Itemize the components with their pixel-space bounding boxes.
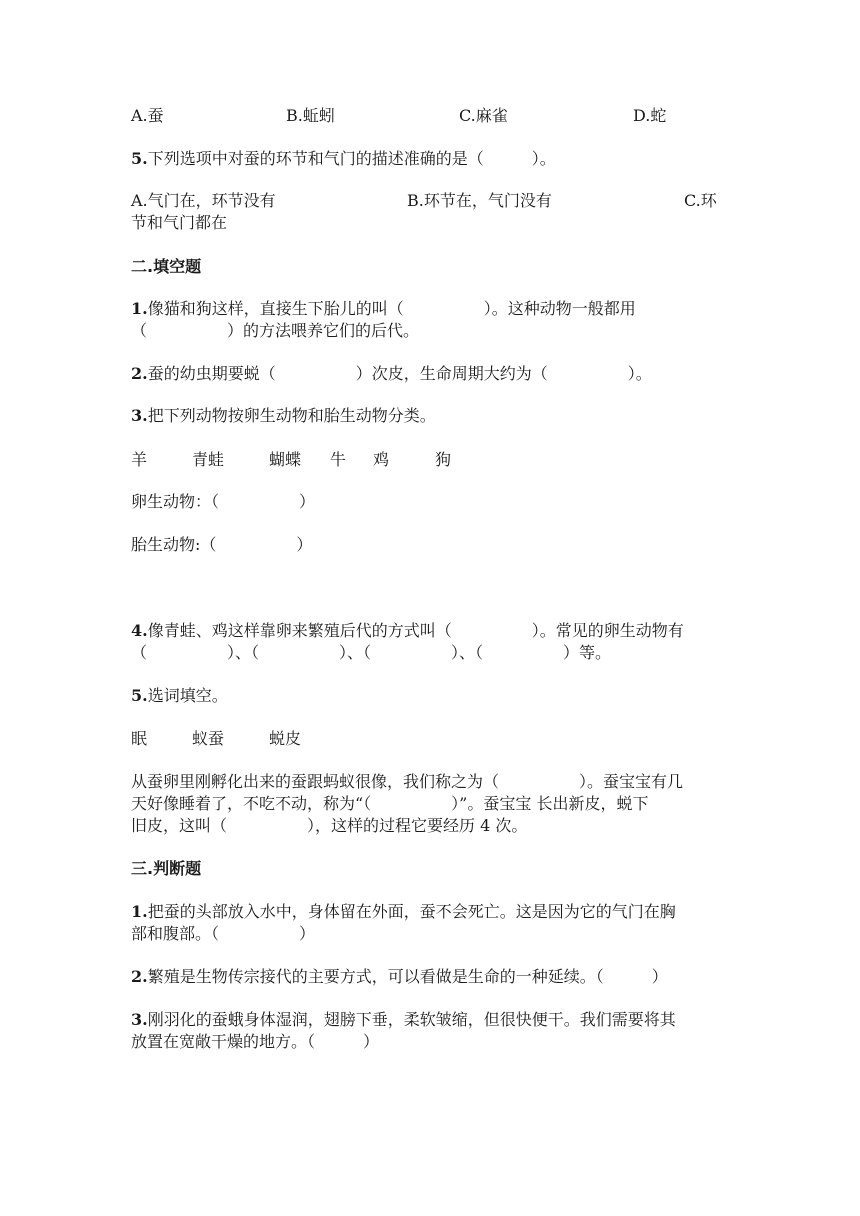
question-text: 把蚕的头部放入水中，身体留在外面，蚕不会死亡。这是因为它的气门在胸: [147, 902, 676, 921]
animal-word: 羊: [131, 450, 148, 469]
section-title: 三.判断题: [131, 859, 202, 878]
question-number: 3.: [131, 1010, 148, 1029]
option-d: D.蛇: [633, 106, 667, 125]
paragraph-line: 天好像睡着了，不吃不动，称为“（ ）”。蚕宝宝 长出新皮，蜕下: [131, 794, 649, 813]
judge-question-1-line2: 部和腹部。（ ）: [131, 924, 316, 943]
option-b: B.环节在，气门没有: [407, 191, 552, 210]
question-number: 4.: [131, 621, 148, 640]
fill-question-5: [131, 685, 228, 707]
fill-question-1-line2: （ ）的方法喂养它们的后代。: [131, 321, 420, 340]
judge-question-3-line2: 放置在宽敞干燥的地方。（ ）: [131, 1032, 380, 1051]
option-a: A.蚕: [131, 106, 164, 125]
fill-question-4: [131, 620, 684, 642]
question-text: 下列选项中对蚕的环节和气门的描述准确的是（ ）。: [147, 149, 556, 168]
judge-question-3: [131, 1009, 676, 1031]
option-a: A.气门在，环节没有: [131, 191, 276, 210]
question-number: 1.: [131, 902, 148, 921]
question-text: 刚羽化的蚕蛾身体湿润，翅膀下垂，柔软皱缩，但很快便干。我们需要将其: [147, 1010, 676, 1029]
fill-question-1: [131, 298, 636, 320]
question-text: 繁殖是生物传宗接代的主要方式，可以看做是生命的一种延续。（ ）: [147, 967, 668, 986]
option-c: C.环: [684, 191, 717, 210]
fill-question-4-line2: （ ）、（ ）、（ ）、（ ）等。: [131, 643, 612, 662]
animal-word: 鸡: [373, 450, 390, 469]
animal-word: 青蛙: [192, 450, 225, 469]
option-c-continued: 节和气门都在: [131, 213, 228, 232]
question-number: 2.: [131, 364, 148, 383]
word-choice: 蚁蚕: [192, 729, 225, 748]
word-choice: 眠: [131, 729, 148, 748]
question-number: 5.: [131, 686, 148, 705]
question-text: 蚕的幼虫期要蜕（ ）次皮，生命周期大约为（ ）。: [147, 364, 652, 383]
question-5: [131, 148, 556, 170]
word-choice: 蜕皮: [269, 729, 302, 748]
paragraph-line: 旧皮，这叫（ ），这样的过程它要经历 4 次。: [131, 816, 528, 835]
question-text: 像猫和狗这样，直接生下胎儿的叫（ ）。这种动物一般都用: [147, 299, 636, 318]
animal-word: 狗: [435, 450, 452, 469]
question-number: 5.: [131, 149, 148, 168]
question-text: 把下列动物按卵生动物和胎生动物分类。: [147, 406, 436, 425]
judge-question-1: [131, 901, 676, 923]
section-title: 二.填空题: [131, 257, 202, 276]
paragraph-line: 从蚕卵里刚孵化出来的蚕跟蚂蚁很像，我们称之为（ ）。蚕宝宝有几: [131, 772, 684, 791]
oviparous-answer: 卵生动物：（ ）: [131, 492, 316, 511]
viviparous-answer: 胎生动物:（ ）: [131, 535, 313, 554]
fill-question-2: [131, 363, 652, 385]
question-text: 像青蛙、鸡这样靠卵来繁殖后代的方式叫（ ）。常见的卵生动物有: [147, 621, 684, 640]
question-number: 3.: [131, 406, 148, 425]
option-b: B.蚯蚓: [286, 106, 335, 125]
question-number: 1.: [131, 299, 148, 318]
fill-question-3: [131, 405, 436, 427]
judge-question-2: [131, 966, 668, 988]
animal-word: 蝴蝶: [269, 450, 302, 469]
option-c: C.麻雀: [459, 106, 508, 125]
question-text: 选词填空。: [147, 686, 228, 705]
question-number: 2.: [131, 967, 148, 986]
animal-word: 牛: [330, 450, 347, 469]
